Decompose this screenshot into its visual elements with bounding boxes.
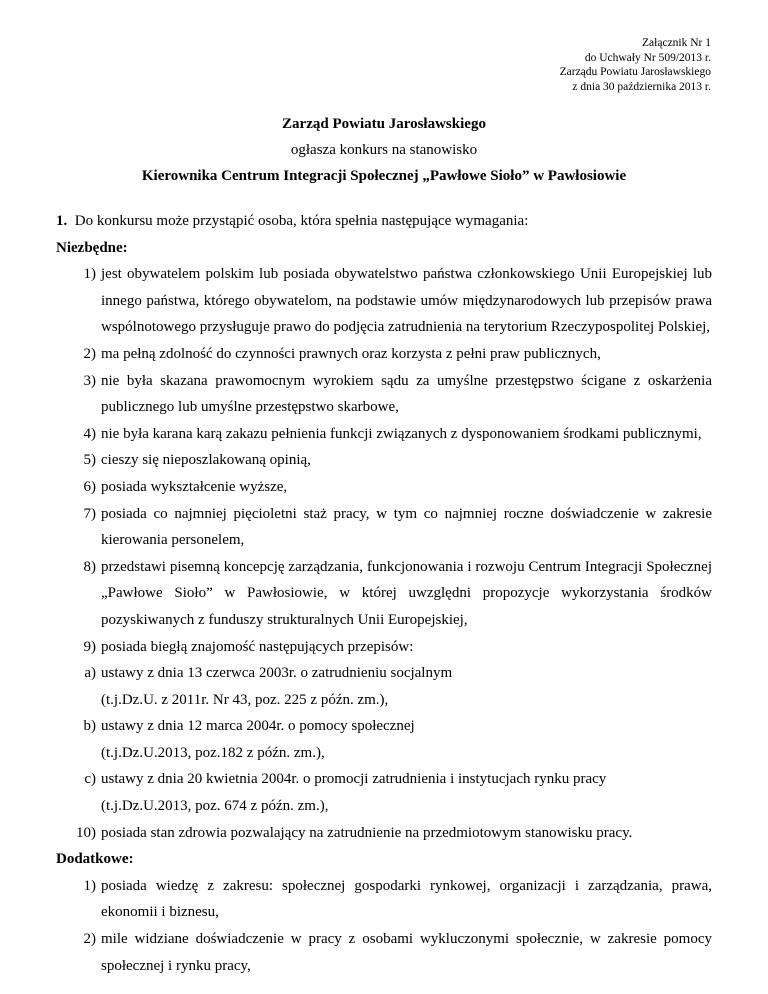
- list-item-text: jest obywatelem polskim lub posiada obywatelstwo państwa członkowskiego Unii Europejskiej lub innego państwa, którego obywatelom, na podstawie umów międzynarodowych lub przepisów prawa wspólnotowego przysługuje prawo do podjęcia zatrudnienia na terytorium Rzeczypospolitej Polskiej,: [101, 266, 712, 336]
- list-marker: 10): [76, 824, 96, 841]
- list-item-text: posiada co najmniej pięcioletni staż pracy, w tym co najmniej roczne doświadczenie w zakresie kierowania personelem,: [101, 505, 712, 549]
- document-body: [56, 208, 712, 979]
- list-item: [56, 766, 712, 793]
- list-item-text: posiada wiedzę z zakresu: społecznej gospodarki rynkowej, organizacji i zarządzania, prawa, ekonomii i biznesu,: [101, 877, 712, 921]
- required-list: [56, 261, 712, 846]
- list-marker: 1): [83, 877, 96, 894]
- list-item-text: (t.j.Dz.U.2013, poz.182 z późn. zm.),: [101, 744, 325, 761]
- list-item-text: (t.j.Dz.U. z 2011r. Nr 43, poz. 225 z późn. zm.),: [101, 691, 389, 708]
- list-item-text: posiada biegłą znajomość następujących przepisów:: [101, 638, 414, 655]
- list-marker: 6): [83, 478, 96, 495]
- section-1-lead: [56, 208, 712, 235]
- list-item-text: ma pełną zdolność do czynności prawnych oraz korzysta z pełni praw publicznych,: [101, 345, 601, 362]
- section-lead-text: Do konkursu może przystąpić osoba, która spełnia następujące wymagania:: [74, 213, 529, 229]
- list-item-text: ustawy z dnia 13 czerwca 2003r. o zatrudnieniu socjalnym: [101, 665, 453, 682]
- position-title: Kierownika Centrum Integracji Społecznej „Pawłowe Sioło” w Pawłosiowie: [141, 168, 627, 184]
- list-marker: 2): [83, 345, 96, 362]
- list-marker: 2): [83, 931, 96, 948]
- list-item: [56, 421, 712, 448]
- additional-heading: Dodatkowe:: [56, 851, 134, 868]
- list-marker: 3): [83, 372, 96, 389]
- additional-list: [56, 873, 712, 979]
- list-item: [56, 820, 712, 847]
- section-number: 1.: [56, 213, 68, 229]
- list-item: [56, 793, 712, 820]
- list-marker: 5): [83, 452, 96, 469]
- list-item-text: ustawy z dnia 20 kwietnia 2004r. o promocji zatrudnienia i instytucjach rynku pracy: [101, 771, 607, 788]
- list-item: [56, 926, 712, 979]
- list-item-text: nie była skazana prawomocnym wyrokiem sądu za umyślne przestępstwo ścigane z oskarżenia publicznego lub umyślne przestępstwo skarbowe,: [101, 372, 712, 416]
- list-item: [56, 740, 712, 767]
- list-item: [56, 660, 712, 687]
- list-item-text: mile widziane doświadczenie w pracy z osobami wykluczonymi społecznie, w zakresie pomocy społecznej i rynku pracy,: [101, 931, 712, 974]
- required-heading: Niezbędne:: [56, 239, 128, 256]
- list-item-text: nie była karana karą zakazu pełnienia funkcji związanych z dysponowaniem środkami publicznymi,: [101, 425, 702, 442]
- list-item-text: przedstawi pisemną koncepcję zarządzania, funkcjonowania i rozwoju Centrum Integracji Społecznej „Pawłowe Sioło” w Pawłosiowie, w której uwzględni propozycje wykorzystania środków pozyskiwanych z funduszy strukturalnych Unii Europejskiej,: [101, 558, 712, 628]
- list-marker: 8): [83, 558, 96, 575]
- annex-line: do Uchwały Nr 509/2013 r.: [584, 51, 711, 64]
- list-marker: 9): [83, 638, 96, 655]
- list-item: [56, 474, 712, 501]
- list-item-text: posiada wykształcenie wyższe,: [101, 478, 288, 495]
- list-marker: 7): [83, 505, 96, 522]
- list-item-text: posiada stan zdrowia pozwalający na zatrudnienie na przedmiotowym stanowisku pracy.: [101, 824, 633, 841]
- announcement-line: ogłasza konkurs na stanowisko: [290, 142, 478, 158]
- list-item: [56, 368, 712, 421]
- list-marker: 1): [83, 266, 96, 283]
- list-item: [56, 447, 712, 474]
- annex-line: Załącznik Nr 1: [642, 37, 711, 49]
- list-item-text: ustawy z dnia 12 marca 2004r. o pomocy społecznej: [101, 718, 415, 735]
- annex-line: z dnia 30 października 2013 r.: [572, 80, 711, 93]
- list-item-text: (t.j.Dz.U.2013, poz. 674 z późn. zm.),: [101, 798, 329, 815]
- list-marker: b): [83, 718, 96, 735]
- list-item: [56, 341, 712, 368]
- list-marker: c): [84, 771, 96, 788]
- list-item: [56, 554, 712, 634]
- list-item: [56, 713, 712, 740]
- list-item: [56, 687, 712, 714]
- annex-line: Zarządu Powiatu Jarosławskiego: [559, 66, 711, 79]
- annex-note: [560, 36, 711, 94]
- list-item: [56, 261, 712, 341]
- list-item-text: cieszy się nieposzlakowaną opinią,: [101, 452, 311, 469]
- list-item: [56, 634, 712, 661]
- list-item: [56, 501, 712, 554]
- list-item: [56, 873, 712, 926]
- authority-title: Zarząd Powiatu Jarosławskiego: [282, 116, 486, 132]
- list-marker: a): [84, 665, 96, 682]
- list-marker: 4): [83, 425, 96, 442]
